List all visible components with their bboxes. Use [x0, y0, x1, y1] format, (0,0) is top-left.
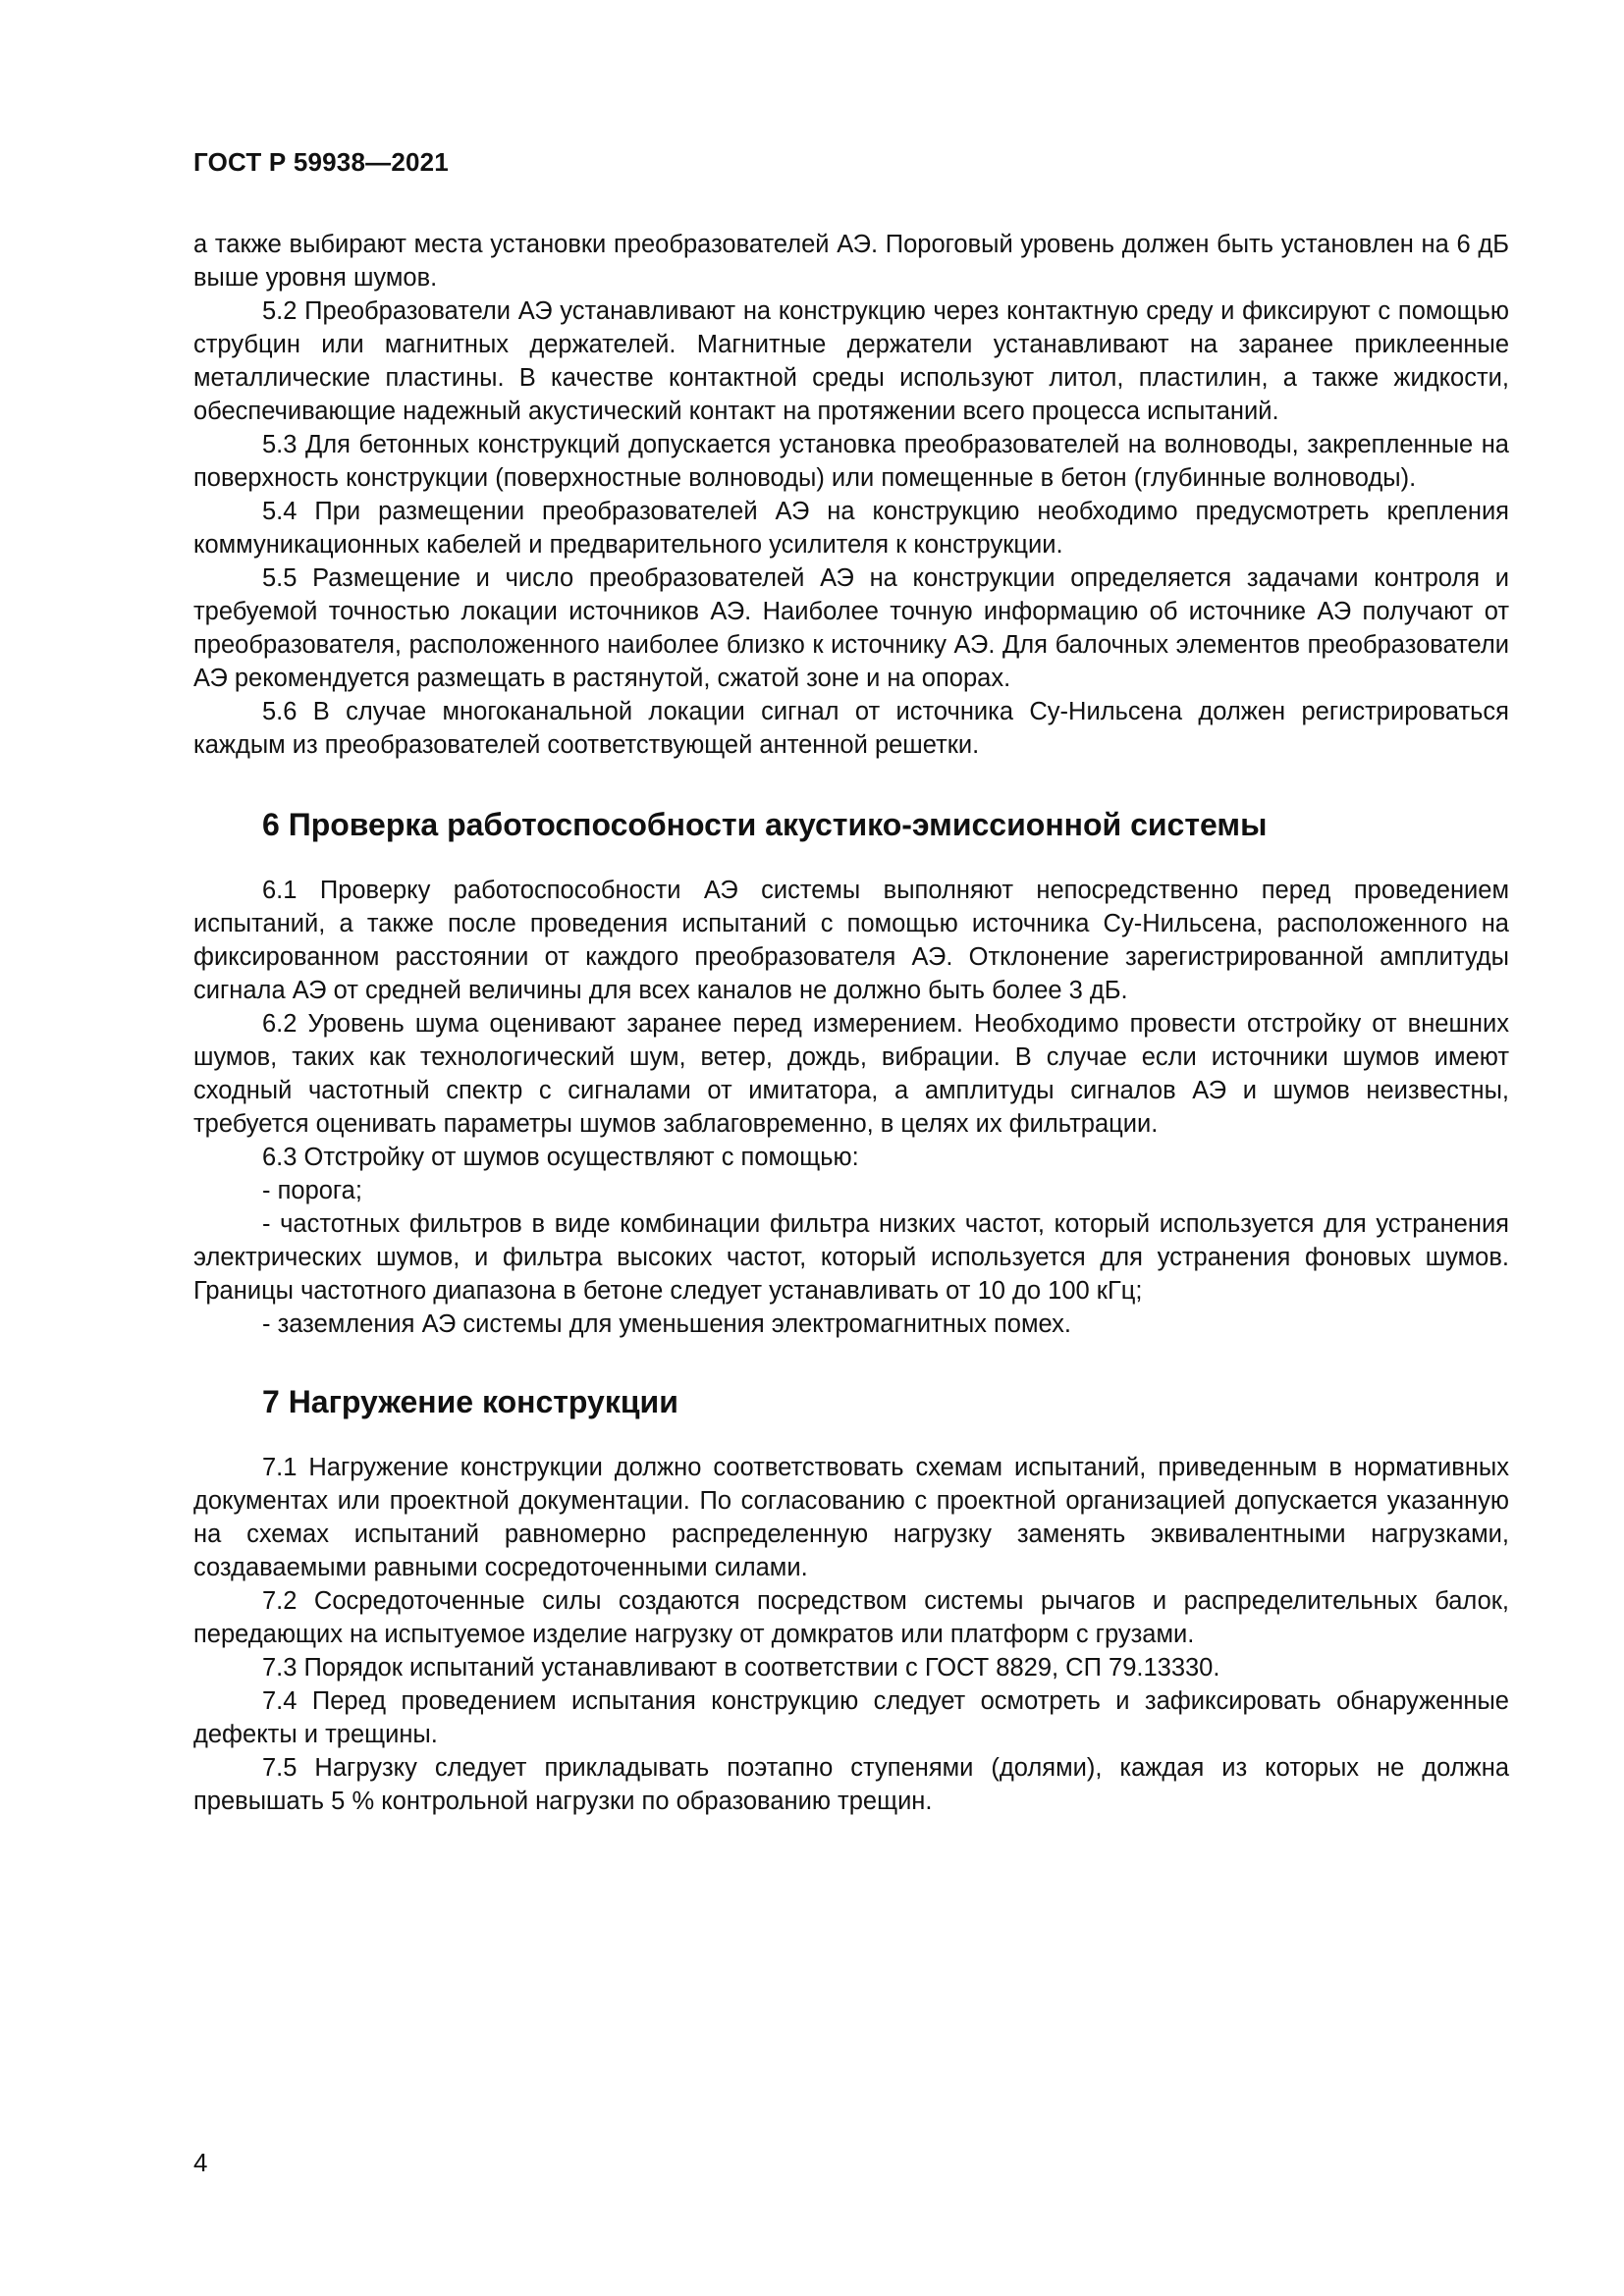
paragraph-7-4: 7.4 Перед проведением испытания конструкцию следует осмотреть и зафиксировать обнаруженные дефекты и трещины. [193, 1687, 1509, 1748]
list-item-grounding: - заземления АЭ системы для уменьшения электромагнитных помех. [262, 1310, 1071, 1338]
paragraph-7-3: 7.3 Порядок испытаний устанавливают в соответствии с ГОСТ 8829, СП 79.13330. [262, 1654, 1220, 1682]
continuation-paragraph: а также выбирают места установки преобразователей АЭ. Пороговый уровень должен быть установлен на 6 дБ выше уровня шумов. [193, 231, 1509, 292]
list-item-frequency-filters: - частотных фильтров в виде комбинации фильтра низких частот, который используется для устранения электрических шумов, и фильтра высоких частот, который используется для устранения фоновых шумов. Границы частотного диапазона в бетоне следует устанавливать от 10 до 100 кГц; [193, 1210, 1509, 1305]
section-6-heading: 6 Проверка работоспособности акустико-эмиссионной системы [262, 807, 1268, 842]
document-code-header: ГОСТ Р 59938—2021 [193, 147, 449, 177]
paragraph-7-1: 7.1 Нагружение конструкции должно соответствовать схемам испытаний, приведенным в нормативных документах или проектной документации. По согласованию с проектной организацией допускается указанную на схемах испытаний равномерно распределенную нагрузку заменять эквивалентными нагрузками, создаваемыми равными сосредоточенными силами. [193, 1454, 1509, 1581]
paragraph-6-3: 6.3 Отстройку от шумов осуществляют с помощью: [262, 1144, 859, 1171]
page-number: 4 [193, 2148, 208, 2177]
list-item-threshold: - порога; [262, 1177, 362, 1204]
paragraph-5-4: 5.4 При размещении преобразователей АЭ на конструкцию необходимо предусмотреть крепления коммуникационных кабелей и предварительного усилителя к конструкции. [193, 498, 1509, 559]
paragraph-5-3: 5.3 Для бетонных конструкций допускается установка преобразователей на волноводы, закрепленные на поверхность конструкции (поверхностные волноводы) или помещенные в бетон (глубинные волноводы). [193, 431, 1509, 492]
paragraph-5-5: 5.5 Размещение и число преобразователей АЭ на конструкции определяется задачами контроля и требуемой точностью локации источников АЭ. Наиболее точную информацию об источнике АЭ получают от преобразователя, расположенного наиболее близко к источнику АЭ. Для балочных элементов преобразователи АЭ рекомендуется размещать в растянутой, сжатой зоне и на опорах. [193, 564, 1509, 692]
paragraph-6-2: 6.2 Уровень шума оценивают заранее перед измерением. Необходимо провести отстройку от внешних шумов, таких как технологический шум, ветер, дождь, вибрации. В случае если источники шумов имеют сходный частотный спектр с сигналами от имитатора, а амплитуды сигналов АЭ и шумов неизвестны, требуется оценивать параметры шумов заблаговременно, в целях их фильтрации. [193, 1010, 1509, 1138]
document-body [193, 228, 1509, 1818]
section-7-heading: 7 Нагружение конструкции [262, 1384, 678, 1419]
paragraph-7-2: 7.2 Сосредоточенные силы создаются посредством системы рычагов и распределительных балок, передающих на испытуемое изделие нагрузку от домкратов или платформ с грузами. [193, 1587, 1509, 1648]
paragraph-5-2: 5.2 Преобразователи АЭ устанавливают на конструкцию через контактную среду и фиксируют с помощью струбцин или магнитных держателей. Магнитные держатели устанавливают на заранее приклеенные металлические пластины. В качестве контактной среды используют литол, пластилин, а также жидкости, обеспечивающие надежный акустический контакт на протяжении всего процесса испытаний. [193, 297, 1509, 425]
paragraph-5-6: 5.6 В случае многоканальной локации сигнал от источника Су-Нильсена должен регистрироваться каждым из преобразователей соответствующей антенной решетки. [193, 698, 1509, 759]
paragraph-7-5: 7.5 Нагрузку следует прикладывать поэтапно ступенями (долями), каждая из которых не должна превышать 5 % контрольной нагрузки по образованию трещин. [193, 1754, 1509, 1815]
paragraph-6-1: 6.1 Проверку работоспособности АЭ системы выполняют непосредственно перед проведением испытаний, а также после проведения испытаний с помощью источника Су-Нильсена, расположенного на фиксированном расстоянии от каждого преобразователя АЭ. Отклонение зарегистрированной амплитуды сигнала АЭ от средней величины для всех каналов не должно быть более 3 дБ. [193, 877, 1509, 1004]
